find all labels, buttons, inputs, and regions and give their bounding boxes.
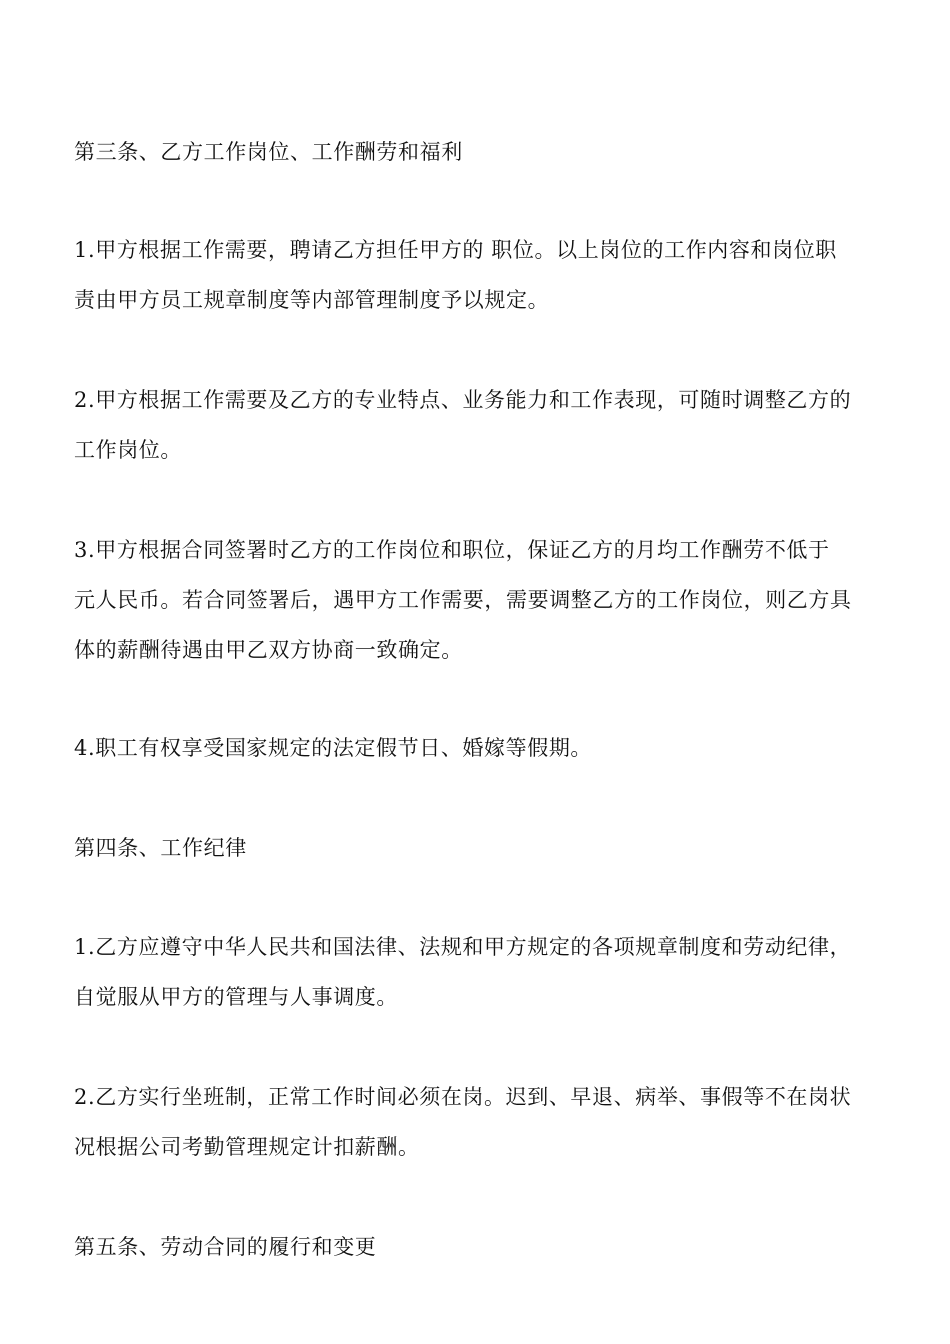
article-4-heading: 第四条、工作纪律 [74, 836, 247, 860]
article-3-item-2-line-1: 2.甲方根据工作需要及乙方的专业特点、业务能力和工作表现，可随时调整乙方的 [74, 388, 852, 412]
article-3-item-3-line-2: 元人民币。若合同签署后，遇甲方工作需要，需要调整乙方的工作岗位，则乙方具 [74, 588, 852, 612]
article-3-item-2-line-2: 工作岗位。 [74, 438, 182, 462]
article-4-item-2-line-2: 况根据公司考勤管理规定计扣薪酬。 [74, 1135, 420, 1159]
article-3-item-3-line-3: 体的薪酬待遇由甲乙双方协商一致确定。 [74, 638, 463, 662]
article-3-item-4-line-1: 4.职工有权享受国家规定的法定假节日、婚嫁等假期。 [74, 736, 593, 760]
article-4-item-1-line-2: 自觉服从甲方的管理与人事调度。 [74, 985, 398, 1009]
article-3-item-1-line-2: 责由甲方员工规章制度等内部管理制度予以规定。 [74, 288, 550, 312]
article-3-item-1-line-1: 1.甲方根据工作需要，聘请乙方担任甲方的 职位。以上岗位的工作内容和岗位职 [74, 238, 837, 262]
article-4-item-1-line-1: 1.乙方应遵守中华人民共和国法律、法规和甲方规定的各项规章制度和劳动纪律， [74, 935, 852, 959]
article-3-item-3-line-1: 3.甲方根据合同签署时乙方的工作岗位和职位，保证乙方的月均工作酬劳不低于 [74, 538, 830, 562]
article-5-heading: 第五条、劳动合同的履行和变更 [74, 1235, 377, 1259]
document-page [74, 0, 880, 1344]
article-3-heading: 第三条、乙方工作岗位、工作酬劳和福利 [74, 140, 463, 164]
article-4-item-2-line-1: 2.乙方实行坐班制，正常工作时间必须在岗。迟到、早退、病举、事假等不在岗状 [74, 1085, 852, 1109]
